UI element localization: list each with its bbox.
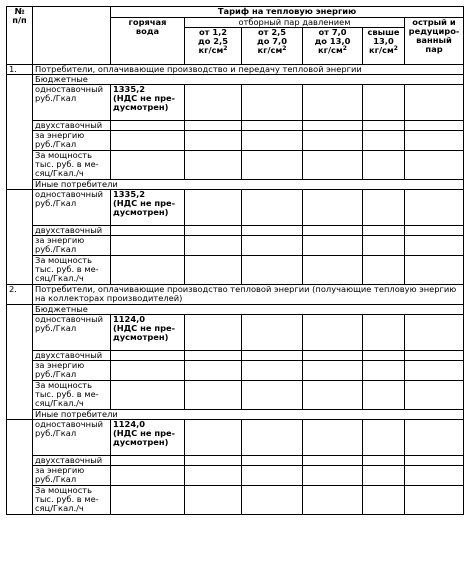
table-row <box>7 361 464 381</box>
table-row <box>7 315 464 351</box>
table-row <box>7 351 464 361</box>
header-steam-1-2: от 1,2 до 2,5 $кг/см^2$ <box>185 28 242 65</box>
header-sharp-steam: острый и редуциро- ванный пар <box>405 18 464 65</box>
two-rate-label: двухставочный <box>33 351 111 361</box>
table-row <box>7 190 464 226</box>
section-number: 1. <box>7 65 33 75</box>
capacity-label: За мощность тыс. руб. в ме- сяц/Гкал./ч <box>33 486 111 515</box>
table-row <box>7 381 464 410</box>
group-spacer <box>7 305 33 420</box>
group-row <box>7 75 464 85</box>
hot-water-price: 1335,2 (НДС не пре- дусмотрен) <box>111 190 185 226</box>
hot-water-price: 1335,2 (НДС не пре- дусмотрен) <box>111 85 185 121</box>
single-rate-label: одноставочный руб./Гкал <box>33 85 111 121</box>
group-spacer <box>7 75 33 190</box>
tariff-document <box>6 6 463 515</box>
energy-label: за энергию руб./Гкал <box>33 131 111 151</box>
hot-water-price: 1124,0 (НДС не пре- дусмотрен) <box>111 420 185 456</box>
table-row <box>7 456 464 466</box>
header-steam-2-7: от 2,5 до 7,0 $кг/см^2$ <box>242 28 303 65</box>
header-number: № п/п <box>7 7 33 65</box>
header-tariff-title: Тариф на тепловую энергию <box>111 7 464 18</box>
header-steam-group: отборный пар давлением <box>185 18 405 28</box>
table-row <box>7 420 464 456</box>
table-row <box>7 226 464 236</box>
table-row <box>7 486 464 515</box>
table-row <box>7 256 464 285</box>
single-rate-label: одноставочный руб./Гкал <box>33 420 111 456</box>
group-other: Иные потребители <box>33 410 464 420</box>
hot-water-price: 1124,0 (НДС не пре- дусмотрен) <box>111 315 185 351</box>
single-rate-label: одноставочный руб./Гкал <box>33 190 111 226</box>
section-row <box>7 65 464 75</box>
group-spacer <box>7 190 33 285</box>
tariff-table <box>6 6 464 515</box>
group-budget: Бюджетные <box>33 305 464 315</box>
section-title: Потребители, оплачивающие производство тепловой энергии (получающие тепловую энергию на коллекторах производителей) <box>33 285 464 305</box>
single-rate-label: одноставочный руб./Гкал <box>33 315 111 351</box>
table-row <box>7 121 464 131</box>
two-rate-label: двухставочный <box>33 456 111 466</box>
group-row <box>7 180 464 190</box>
section-number: 2. <box>7 285 33 305</box>
table-row <box>7 131 464 151</box>
header-hot-water: горячая вода <box>111 18 185 65</box>
section-title: Потребители, оплачивающие производство и передачу тепловой энергии <box>33 65 464 75</box>
section-row <box>7 285 464 305</box>
capacity-label: За мощность тыс. руб. в ме- сяц/Гкал./ч <box>33 151 111 180</box>
header-empty <box>33 7 111 65</box>
group-other: Иные потребители <box>33 180 464 190</box>
energy-label: за энергию руб./Гкал <box>33 236 111 256</box>
header-steam-over-13: свыше 13,0 $кг/см^2$ <box>363 28 405 65</box>
energy-label: за энергию руб./Гкал <box>33 361 111 381</box>
table-row <box>7 236 464 256</box>
group-row <box>7 305 464 315</box>
table-row <box>7 466 464 486</box>
group-row <box>7 410 464 420</box>
header-steam-7-13: от 7,0 до 13,0 $кг/см^2$ <box>303 28 363 65</box>
energy-label: за энергию руб./Гкал <box>33 466 111 486</box>
capacity-label: За мощность тыс. руб. в ме- сяц/Гкал./ч <box>33 256 111 285</box>
table-row <box>7 85 464 121</box>
capacity-label: За мощность тыс. руб. в ме- сяц/Гкал./ч <box>33 381 111 410</box>
group-spacer <box>7 420 33 515</box>
two-rate-label: двухставочный <box>33 121 111 131</box>
group-budget: Бюджетные <box>33 75 464 85</box>
table-row <box>7 151 464 180</box>
two-rate-label: двухставочный <box>33 226 111 236</box>
